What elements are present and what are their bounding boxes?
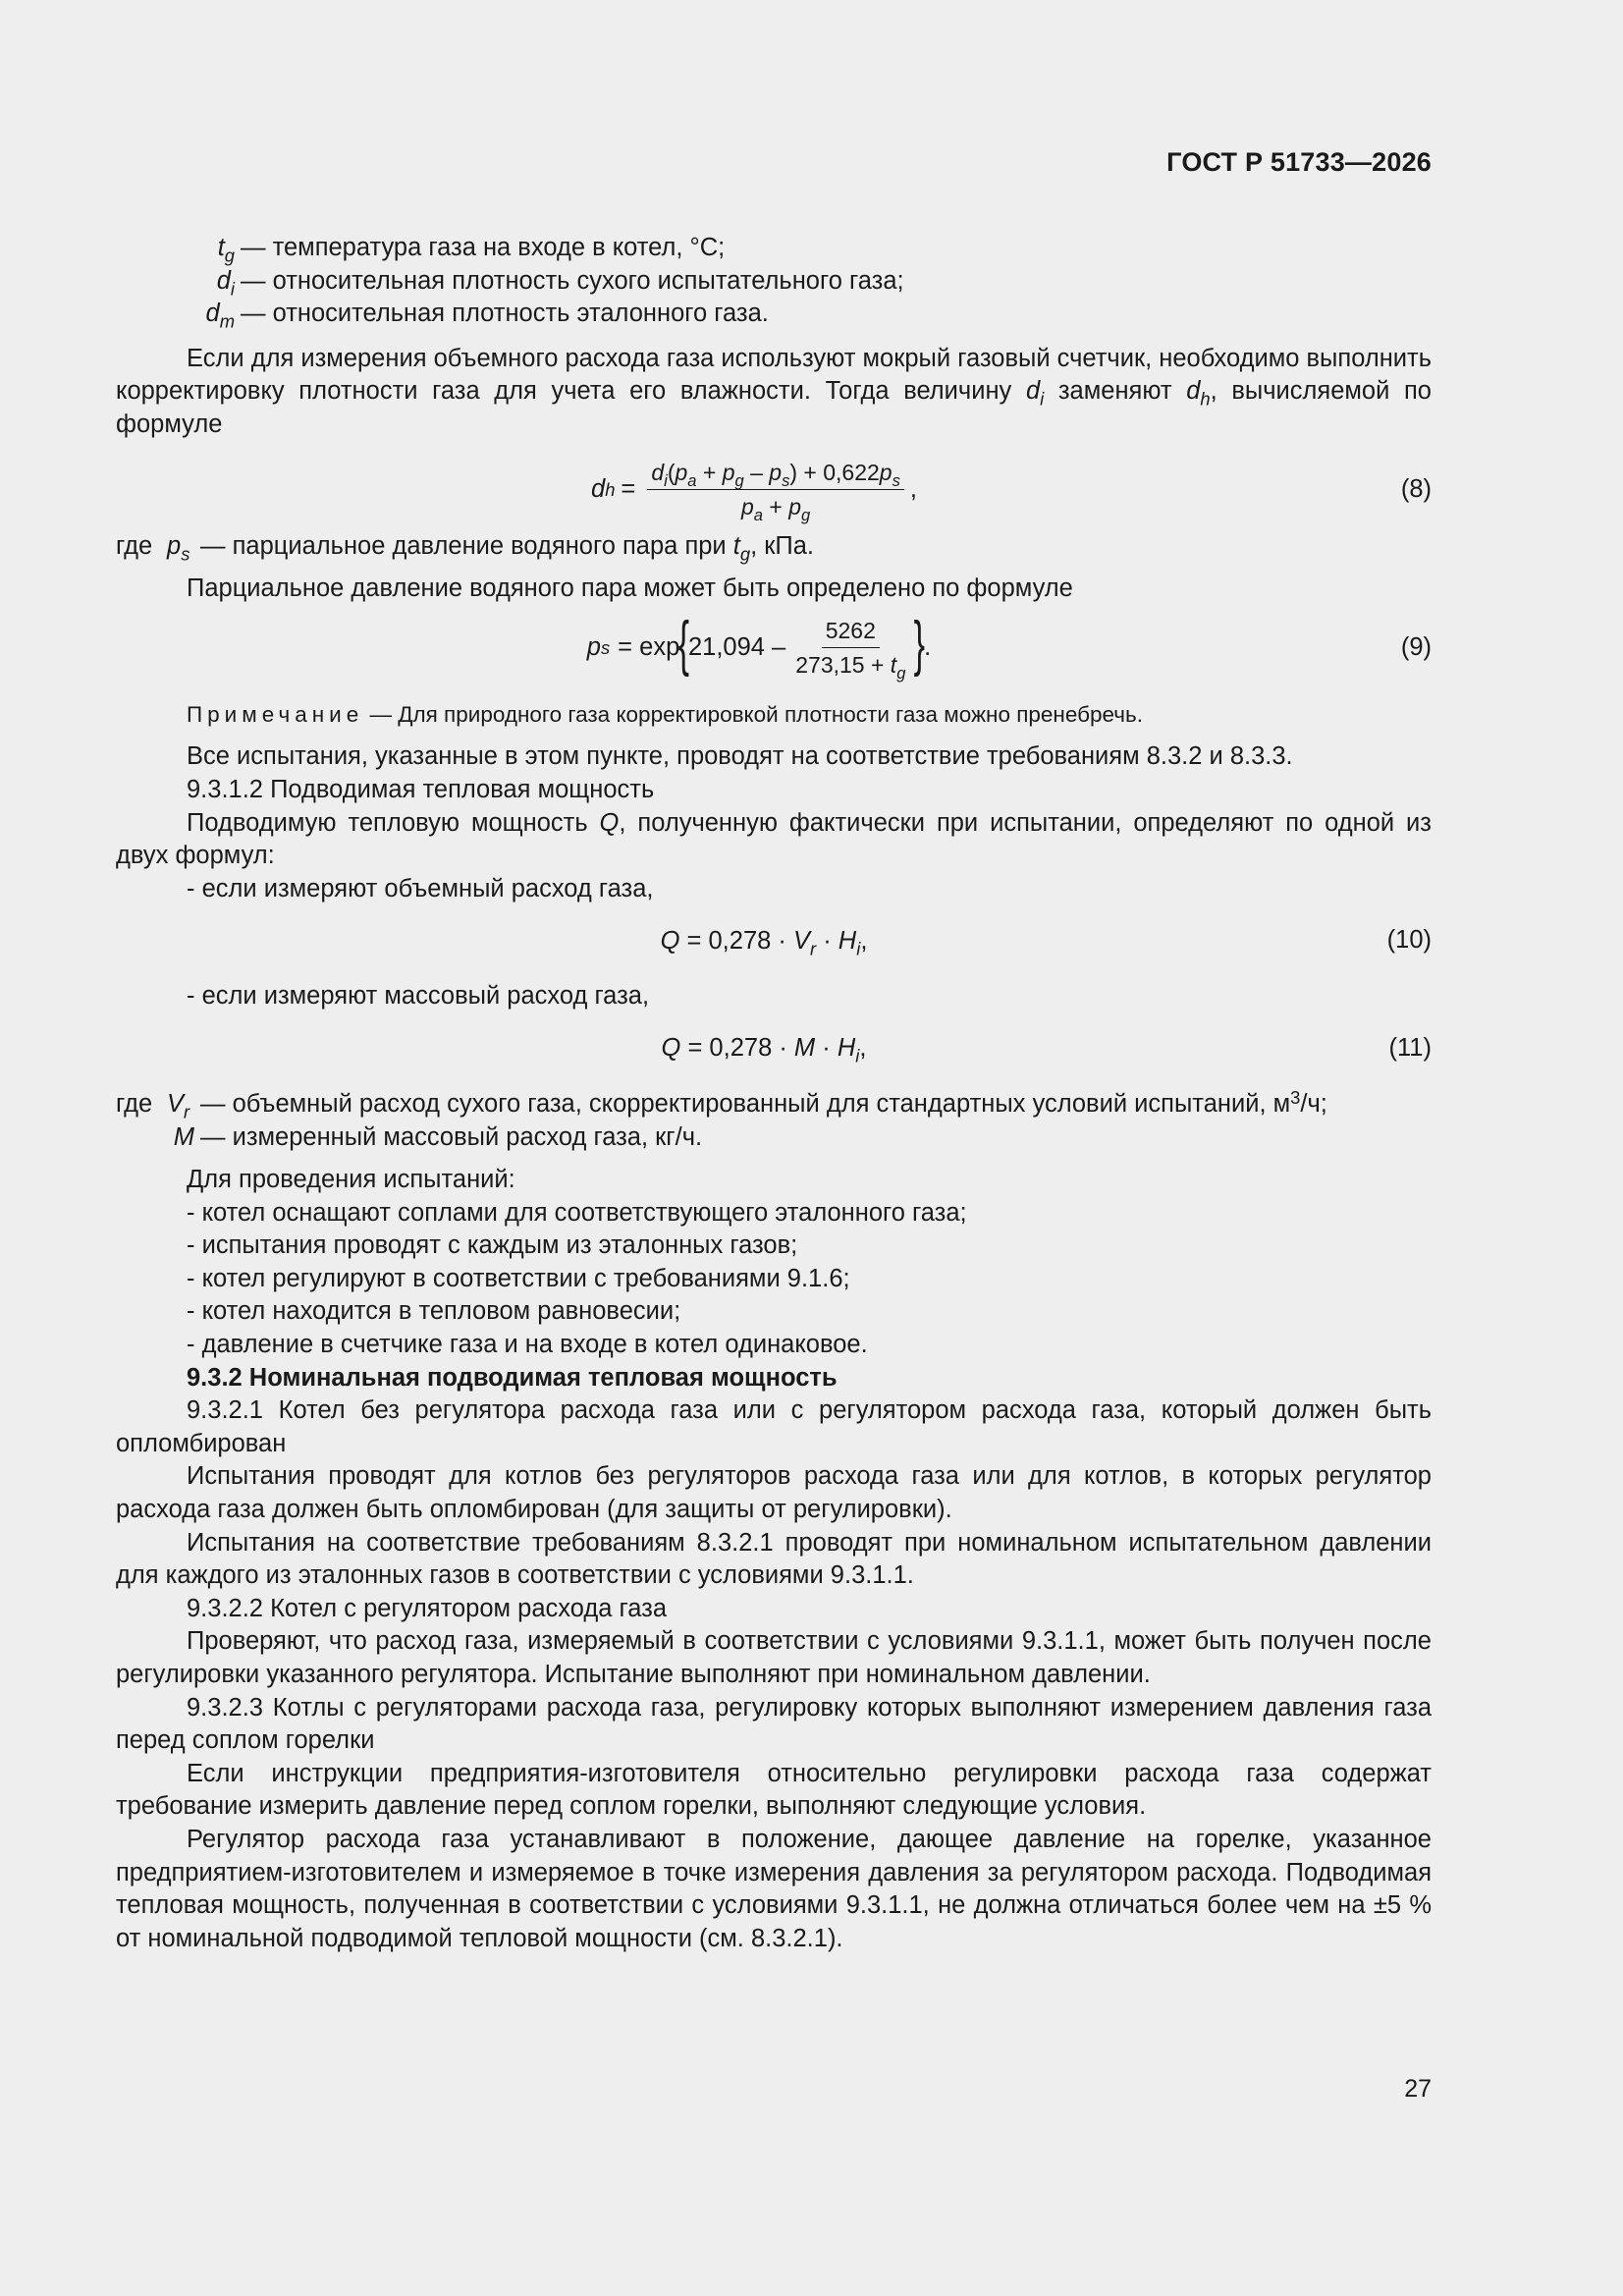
list-item: - котел находится в тепловом равновесии; — [187, 1297, 681, 1326]
section-9-3-2-3-heading: 9.3.2.3 Котлы с регуляторами расхода газа, регулировку которых выполняют измерением давления газа перед соплом горелки — [116, 1693, 1432, 1755]
paragraph-nominal-pressure: Испытания на соответствие требованиям 8.3.2.1 проводят при номинальном испытательном давлении для каждого из эталонных газов в соответствии с условиями 9.3.1.1. — [116, 1528, 1432, 1590]
paragraph-humidity-correction: Если для измерения объемного расхода газа используют мокрый газовый счетчик, необходимо выполнить корректировку плотности газа для учета его влажности. Тогда величину $d_i$ заменяют $d_h$, вычисляемой по формуле — [116, 344, 1432, 438]
section-9-3-2-heading: 9.3.2 Номинальная подводимая тепловая мощность — [187, 1363, 838, 1392]
document-id-header: ГОСТ Р 51733—2026 — [1166, 147, 1432, 177]
note: Примечание — Для природного газа корректировкой плотности газа можно пренебречь. — [187, 701, 1143, 727]
def-text: — относительная плотность сухого испытательного газа; — [241, 266, 904, 295]
paragraph-partial-pressure: Парциальное давление водяного пара может быть определено по формуле — [187, 574, 1073, 603]
paragraph-all-tests: Все испытания, указанные в этом пункте, проводят на соответствие требованиям 8.3.2 и 8.3.3. — [187, 742, 1293, 771]
formula-number: (9) — [1400, 632, 1432, 661]
left-brace: { — [677, 609, 690, 678]
list-item: - котел регулируют в соответствии с требованиями 9.1.6; — [187, 1264, 850, 1292]
definitions-top: $t_g$ — температура газа на входе в котел, °С; $d_i$ — относительная плотность сухого испытательного газа; $d_m$ — относительная плотность эталонного газа. — [116, 232, 1432, 331]
formula-8: d h = $\frac{d_i(p_a + p_g - p_s) + 0,622p_s}{p_a + p_g}$ , (8) — [591, 460, 1432, 524]
fraction-8: $\frac{d_i(p_a + p_g - p_s) + 0,622p_s}{p_a + p_g}$ — [647, 458, 904, 521]
def-text: — температура газа на входе в котел, °С; — [241, 234, 726, 261]
section-9-3-2-1-heading: 9.3.2.1 Котел без регулятора расхода газа или с регулятором расхода газа, который должен быть опломбирован — [116, 1396, 1432, 1457]
paragraph-tests-without-regulator: Испытания проводят для котлов без регуляторов расхода газа или для котлов, в которых регулятор расхода газа должен быть опломбирован (для защиты от регулировки). — [116, 1462, 1432, 1524]
paragraph-regulator-position: Регулятор расхода газа устанавливают в положение, дающее давление на горелке, указанное предприятием-изготовителем и измеряемое в точке измерения давления за регулятором расхода. Подводимая тепловая мощность, полученная в соответствии с условиями 9.3.1.1, не должна отличаться более чем на ±5 % от номинальной подводимой тепловой мощности (см. 8.3.2.1). — [116, 1825, 1432, 1952]
tests-intro: Для проведения испытаний: — [187, 1166, 515, 1194]
list-item-volume: - если измеряют объемный расход газа, — [187, 874, 654, 902]
formula-10: $Q = 0,278 \cdot V_r \cdot H_i$, (10) — [660, 926, 1432, 958]
def-symbol: d — [205, 300, 220, 328]
paragraph-manufacturer-instructions: Если инструкции предприятия-изготовителя относительно регулировки расхода газа содержат требование измерить давление перед соплом горелки, выполняют следующие условия. — [116, 1759, 1432, 1821]
list-item: - котел оснащают соплами для соответствующего эталонного газа; — [187, 1198, 967, 1227]
formula-number: (8) — [1400, 474, 1432, 503]
def-symbol: t — [217, 234, 225, 261]
formula-9: p s = exp { 21,094 – $\frac{5262}{273,15 + t_g}$ } . (9) — [586, 609, 1432, 683]
right-brace: } — [914, 609, 926, 678]
paragraph-regulator-check: Проверяют, что расход газа, измеряемый в соответствии с условиями 9.3.1.1, может быть получен после регулировки указанного регулятора. Испытание выполняют при номинальном давлении. — [116, 1627, 1432, 1688]
page-number: 27 — [1404, 2075, 1432, 2103]
formula-number: (11) — [1388, 1034, 1432, 1063]
fraction-9: $\frac{5262}{273,15 + t_g}$ — [795, 618, 906, 683]
definition-ps: где $p_s$ — парциальное давление водяного пара при $t_g$, кПа. — [116, 531, 814, 564]
def-text: — относительная плотность эталонного газа. — [241, 300, 769, 328]
section-9-3-1-2-heading: 9.3.1.2 Подводимая тепловая мощность — [187, 775, 655, 803]
list-item: - испытания проводят с каждым из эталонных газов; — [187, 1231, 798, 1260]
section-9-3-2-2-heading: 9.3.2.2 Котел с регулятором расхода газа — [187, 1594, 668, 1622]
def-symbol: d — [216, 266, 231, 295]
page-content — [116, 228, 1432, 1955]
list-item: - давление в счетчике газа и на входе в котел одинаковое. — [187, 1331, 868, 1359]
list-item-mass: - если измеряют массовый расход газа, — [187, 982, 650, 1011]
formula-11: $Q = 0,278 \cdot M \cdot H_i$, (11) — [661, 1034, 1432, 1066]
formula-number: (10) — [1386, 926, 1432, 955]
paragraph-heat-input: Подводимую тепловую мощность Q, полученную фактически при испытании, определяют по одной из двух формул: — [116, 808, 1432, 870]
tests-list — [116, 1197, 1432, 1362]
definitions-bottom: где $V_r$ — объемный расход сухого газа, скорректированный для стандартных условий испытаний, $м^3/ч$; M — измеренный массовый расход газа, кг/ч. — [116, 1086, 1327, 1151]
